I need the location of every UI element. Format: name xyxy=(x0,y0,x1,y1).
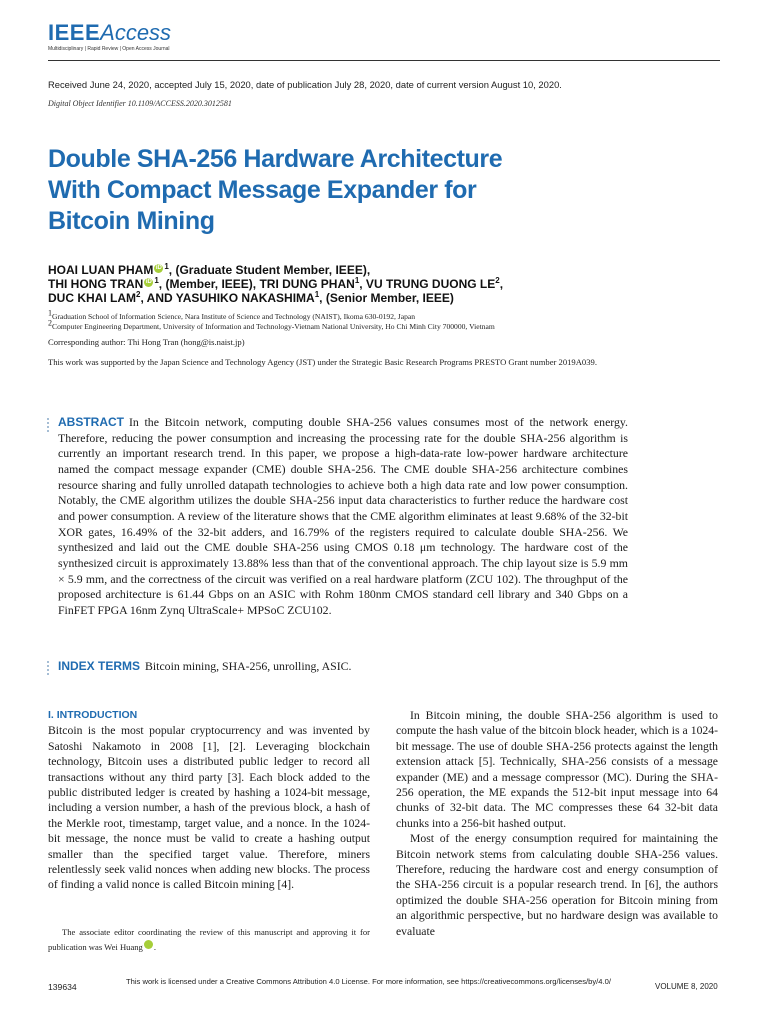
affil-num: 1 xyxy=(48,308,52,318)
logo-ieee: IEEE xyxy=(48,20,101,45)
title-line: Bitcoin Mining xyxy=(48,207,215,235)
title-line: Double SHA-256 Hardware Architecture xyxy=(48,145,503,173)
author-role: , (Senior Member, IEEE) xyxy=(319,291,454,305)
author-role: , (Graduate Student Member, IEEE), xyxy=(168,263,371,277)
affil-sup: 1 xyxy=(314,290,320,299)
affil-num: 2 xyxy=(48,318,52,328)
abstract-label: ABSTRACT xyxy=(58,415,124,429)
author-name: , VU TRUNG DUONG LE xyxy=(359,277,496,291)
author-list xyxy=(48,263,708,305)
affiliation-2 xyxy=(48,318,728,331)
author-sep: , xyxy=(499,277,504,291)
affil-sup: 2 xyxy=(495,276,500,285)
received-dates: Received June 24, 2020, accepted July 15, 2020, date of publication July 28, 2020, date of current version August 10, 2020. xyxy=(48,79,562,90)
orcid-icon[interactable]: iD xyxy=(155,265,162,271)
abstract xyxy=(58,415,628,619)
funding-note: This work was supported by the Japan Science and Technology Agency (JST) under the Strategic Basic Research Programs PRESTO Grant number 2019A039. xyxy=(48,357,597,367)
body-paragraph: In Bitcoin mining, the double SHA-256 algorithm is used to compute the hash value of the bitcoin block header, which is a 1024-bit message. The use of double SHA-256 protects against the length extension attack [5]. Technically, SHA-256 consists of a message expander (ME) and a message compressor (MC). During the SHA-256 operation, the ME expands the 512-bit input message into 64 chunks of 32-bit data. The MC compresses these 64 32-bit data chunks into a 256-bit hashed output. xyxy=(396,709,718,830)
logo-tagline: Multidisciplinary | Rapid Review | Open Access Journal xyxy=(48,46,170,52)
abstract-marker-icon xyxy=(47,418,50,434)
index-marker-icon xyxy=(47,661,50,677)
orcid-icon[interactable]: iD xyxy=(145,279,152,285)
index-terms-label: INDEX TERMS xyxy=(58,659,141,673)
affil-sup: 1 xyxy=(354,276,360,285)
affil-sup: 2 xyxy=(136,290,141,299)
author-name: , AND YASUHIKO NAKASHIMA xyxy=(140,291,315,305)
license-notice: This work is licensed under a Creative Commons Attribution 4.0 License. For more information, see https://creativecommons.org/licenses/by/4.0/ xyxy=(126,977,611,986)
author-name: , (Member, IEEE), TRI DUNG PHAN xyxy=(158,277,355,291)
title-line: With Compact Message Expander for xyxy=(48,176,477,204)
author-name: THI HONG TRAN xyxy=(48,277,144,291)
affil-text: Graduation School of Information Science, Nara Institute of Science and Technology (NAIST), Ikoma 630-0192, Japan xyxy=(52,312,416,321)
header-divider xyxy=(48,60,720,61)
journal-logo xyxy=(48,22,171,52)
right-column xyxy=(396,708,718,939)
footnote-end: . xyxy=(153,942,157,952)
author-line xyxy=(48,263,708,277)
corresponding-author: Corresponding author: Thi Hong Tran (hong@is.naist.jp) xyxy=(48,337,245,347)
author-name: DUC KHAI LAM xyxy=(48,291,136,305)
footnote-text: The associate editor coordinating the review of this manuscript and approving it for publication was Wei Huang xyxy=(48,927,370,952)
index-terms xyxy=(58,659,658,674)
paper-title xyxy=(48,144,608,237)
page-number: 139634 xyxy=(48,982,77,992)
affil-sup: 1 xyxy=(164,262,169,271)
logo-access: Access xyxy=(100,20,172,45)
affiliation-1 xyxy=(48,308,728,321)
index-terms-text: Bitcoin mining, SHA-256, unrolling, ASIC. xyxy=(145,659,352,673)
orcid-icon[interactable]: iD xyxy=(144,940,153,949)
left-column xyxy=(48,708,370,893)
abstract-text: In the Bitcoin network, computing double SHA-256 values consumes most of the network energy. Therefore, reducing the power consumption and increasing the processing rate for the double SHA-256 algorithm is currently an important research trend. In this paper, we propose a high-data-rate low-power hardware architecture named the compact message expander (CME) double SHA-256. The CME double SHA-256 architecture combines resource sharing and fully unrolled datapath technologies to achieve both a high data rate and low power consumption. Notably, the CME algorithm utilizes the double SHA-256 input data characteristics to further reduce the hardware cost and power consumption. A review of the literature shows that the CME algorithm eliminates at least 9.68% of the 32-bit XOR gates, 16.49% of the 32-bit adders, and 16.79% of the registers required to calculate double SHA-256. We synthesized and laid out the CME double SHA-256 using CMOS 0.18 μm technology. The hardware cost of the synthesized circuit is approximately 13.88% less than that of the conventional approach. The chip layout size is 5.9 mm × 5.9 mm, and the correctness of the circuit was verified on a real hardware platform (ZCU 102). The throughput of the proposed architecture is 61.44 Gbps on an ASIC with Rohm 180nm CMOS standard cell library and 340 Gbps on a FinFET FPGA 16nm Zynq UltraScale+ MPSoC ZCU102. xyxy=(58,415,628,617)
affil-text: Computer Engineering Department, University of Information and Technology-Vietnam National University, Ho Chi Minh City 700000, Vietnam xyxy=(52,322,495,331)
author-name: HOAI LUAN PHAM xyxy=(48,263,154,277)
affil-sup: 1 xyxy=(154,276,159,285)
body-paragraph: Most of the energy consumption required for maintaining the Bitcoin network stems from calculating double SHA-256 values. Therefore, reducing the hardware cost and energy consumption of the SHA-256 circuit is a popular research trend. In [6], the authors optimized the double SHA-256 operation for Bitcoin mining from an algorithmic perspective, but no hardware design was available to evaluate xyxy=(396,832,718,938)
author-line xyxy=(48,291,708,305)
doi-line: Digital Object Identifier 10.1109/ACCESS.2020.3012581 xyxy=(48,99,232,108)
volume-label: VOLUME 8, 2020 xyxy=(655,982,718,991)
body-paragraph: Bitcoin is the most popular cryptocurrency and was invented by Satoshi Nakamoto in 2008 [1], [2]. Leveraging blockchain technology, Bitcoin uses a distributed public ledger to record all transactions without any third party [3]. Each block added to the public distributed ledger is created by hashing a 1024-bit message, including a version number, a hash of the previous block, a hash of the Merkle root, timestamp, target value, and a nonce. In the 1024-bit message, the nonce must be valid to create a hashing output smaller than the specified target value. Therefore, miners relentlessly seek valid nonces when adding new blocks. The process of finding a valid nonce is called Bitcoin mining [4]. xyxy=(48,724,370,892)
section-heading: I. INTRODUCTION xyxy=(48,709,138,721)
author-line xyxy=(48,277,708,291)
editor-footnote xyxy=(48,925,370,955)
